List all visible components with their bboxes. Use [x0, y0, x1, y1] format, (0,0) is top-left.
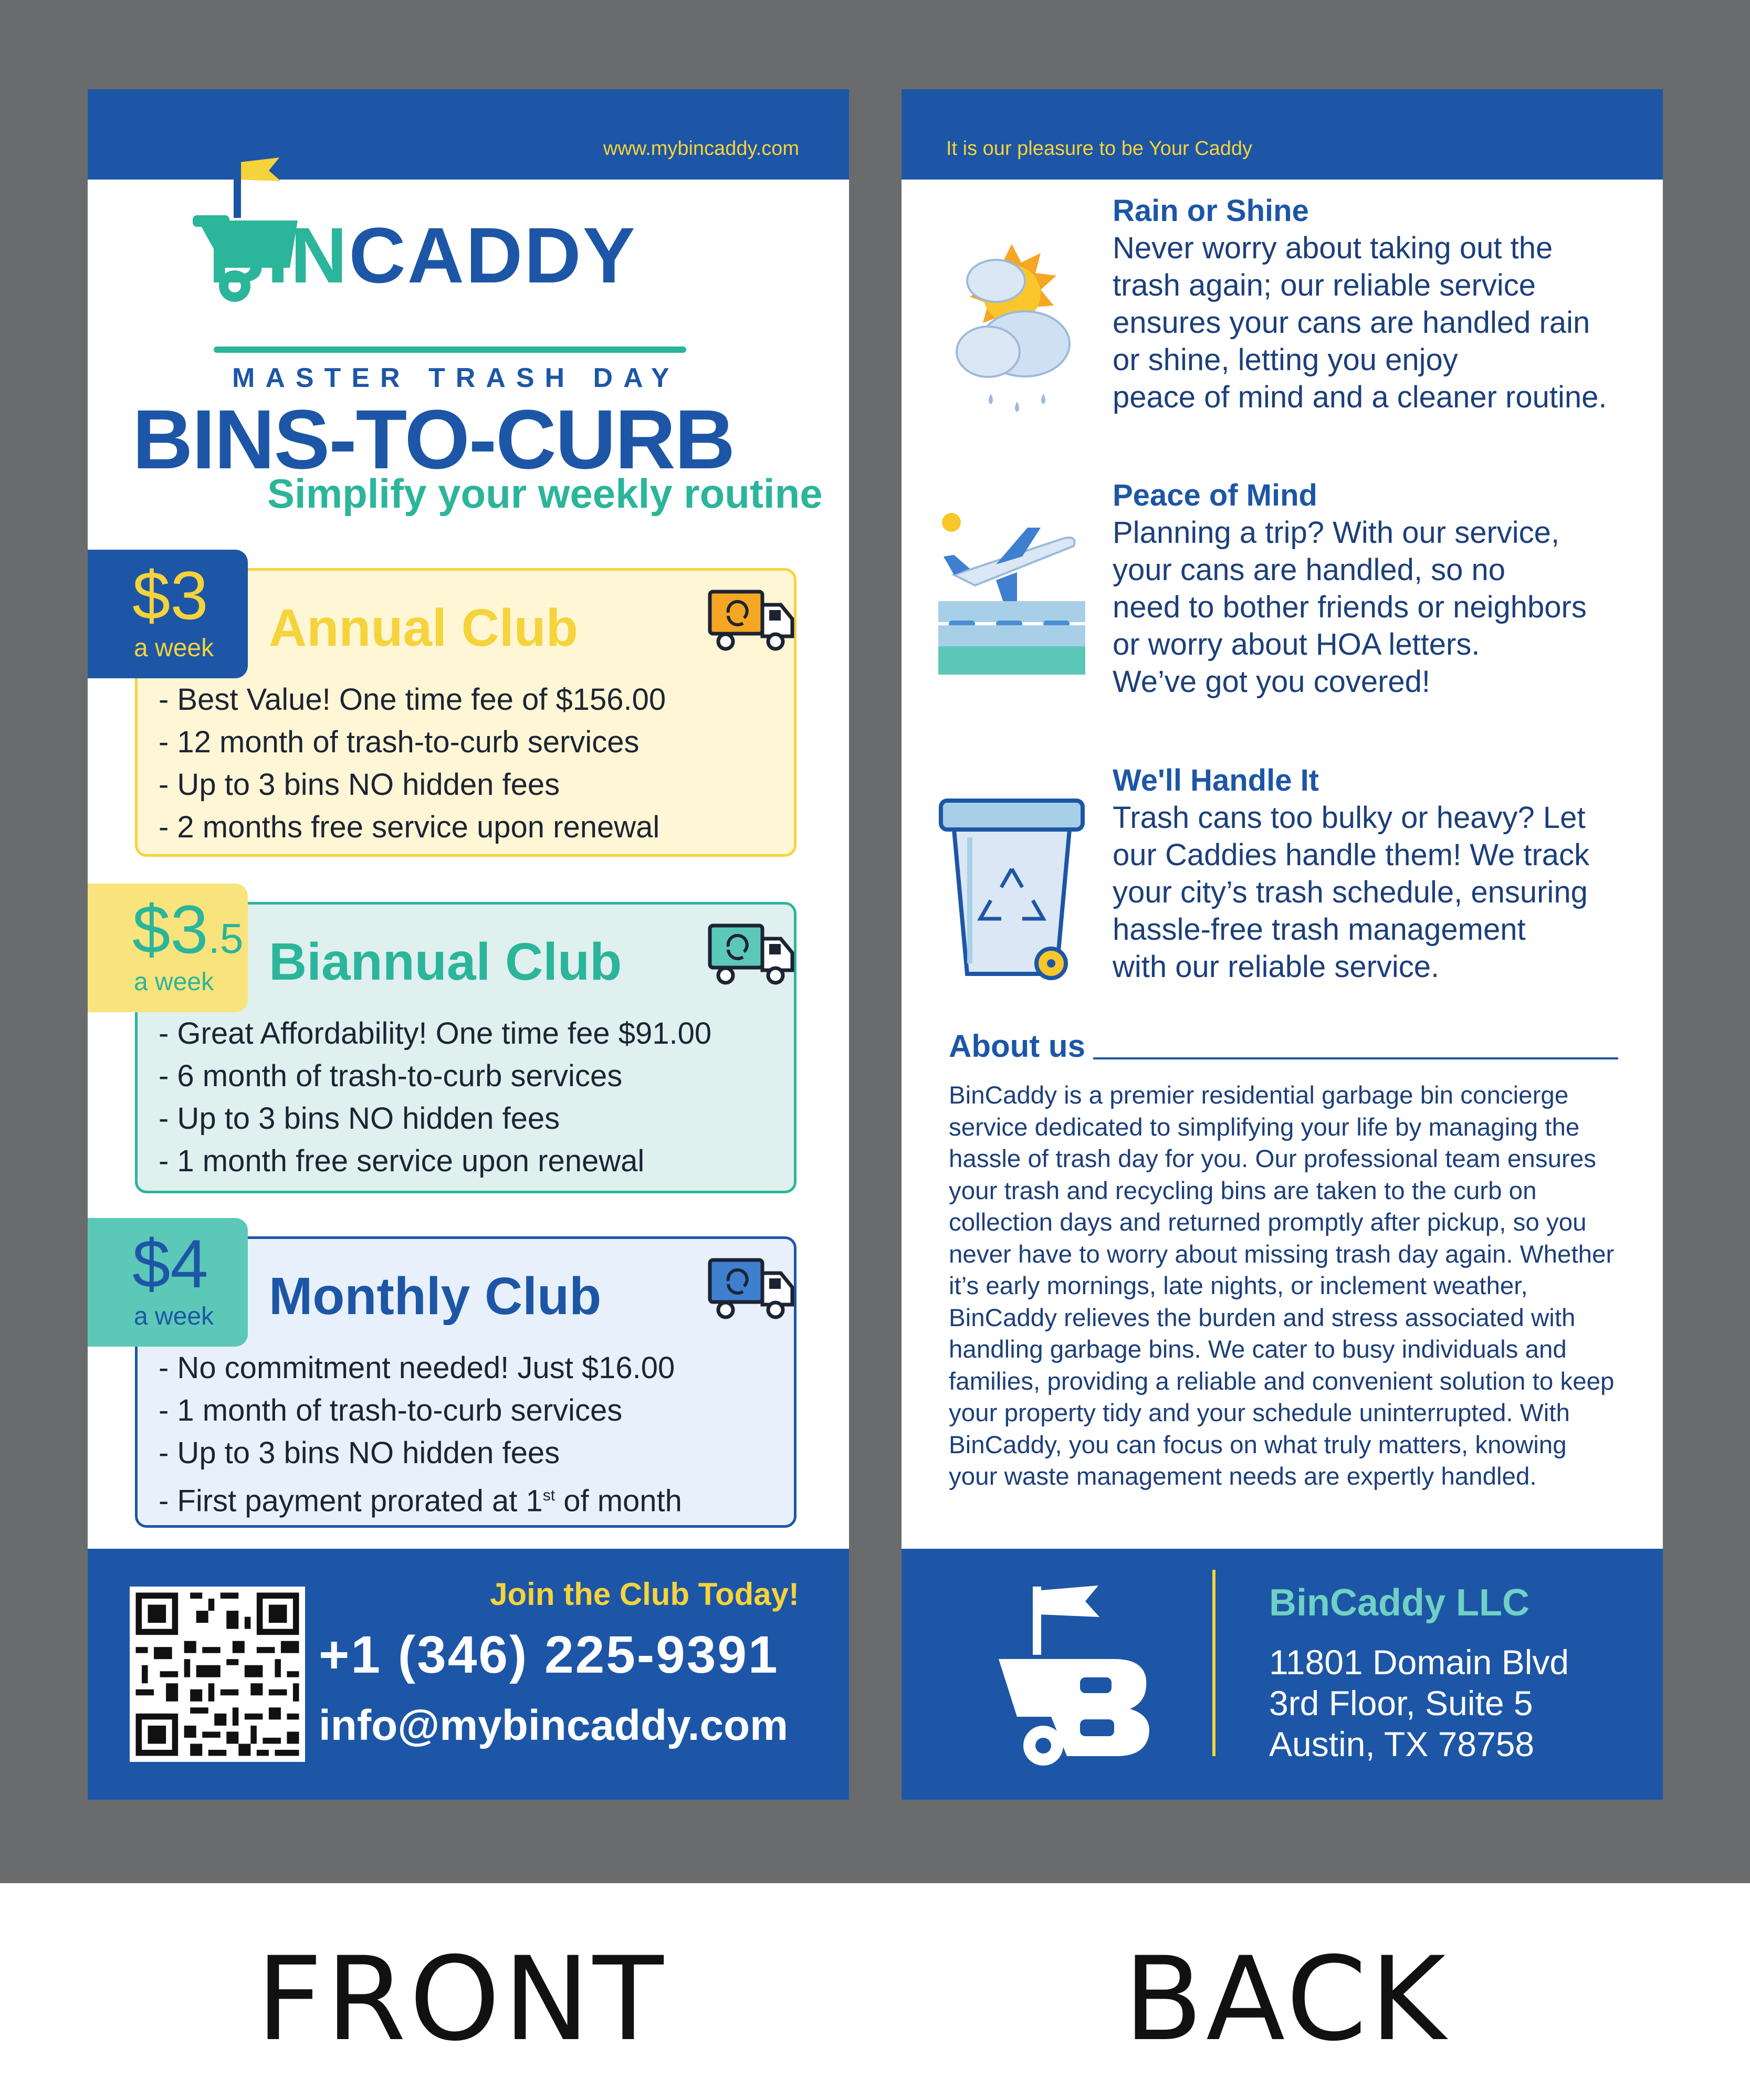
front-footer	[88, 1549, 849, 1800]
logo-word-bin: BIN	[208, 211, 349, 299]
feature-text: - First payment prorated at 1	[159, 1484, 543, 1518]
feature-title: Rain or Shine	[1113, 194, 1309, 228]
price-amount	[132, 890, 243, 969]
feature-item: - 12 month of trash-to-curb services	[159, 725, 640, 759]
price-main: 3	[170, 557, 208, 634]
back-footer	[902, 1549, 1663, 1800]
plan-title: Monthly Club	[269, 1267, 602, 1326]
about-title: About us	[949, 1028, 1085, 1064]
plan-title: Biannual Club	[269, 932, 622, 991]
company-name: BinCaddy LLC	[1269, 1582, 1529, 1624]
sun-rain-cloud-icon	[938, 220, 1085, 430]
front-label: FRONT	[256, 1932, 667, 2066]
price-period: a week	[134, 968, 214, 996]
recycle-truck-icon	[707, 586, 797, 655]
price-badge-monthly	[88, 1218, 248, 1347]
price-amount	[132, 556, 208, 635]
price-dollar: $	[132, 557, 171, 634]
address-line-1: 11801 Domain Blvd	[1269, 1643, 1569, 1682]
bincaddy-b-cart-icon	[988, 1580, 1161, 1769]
feature-item: - Up to 3 bins NO hidden fees	[159, 1101, 560, 1136]
back-label: BACK	[1124, 1932, 1449, 2066]
feature-list	[159, 678, 666, 848]
recycle-truck-icon	[707, 1255, 797, 1323]
feature-list	[159, 1347, 682, 1522]
email-address[interactable]: info@mybincaddy.com	[319, 1702, 788, 1749]
logo-word-caddy: CADDY	[349, 211, 637, 299]
feature-item: - 1 month of trash-to-curb services	[159, 1393, 623, 1427]
price-badge-annual	[88, 550, 248, 678]
price-main: 3	[170, 891, 208, 968]
front-panel	[88, 89, 849, 1800]
price-dollar: $	[132, 1225, 171, 1302]
airplane-runway-icon	[938, 507, 1085, 675]
price-main: 4	[170, 1225, 208, 1302]
price-period: a week	[134, 634, 214, 662]
price-fraction: .5	[208, 915, 244, 962]
logo-wordmark	[208, 210, 637, 301]
about-divider	[1093, 1057, 1618, 1059]
logo-underline	[214, 346, 686, 353]
back-top-bar	[902, 89, 1663, 180]
qr-code-icon[interactable]	[130, 1587, 305, 1762]
feature-list	[159, 1012, 711, 1182]
feature-item: - Best Value! One time fee of $156.00	[159, 682, 666, 717]
feature-item: - Great Affordability! One time fee $91.00	[159, 1016, 712, 1051]
feature-item: - Up to 3 bins NO hidden fees	[159, 1436, 560, 1470]
price-dollar: $	[132, 891, 171, 968]
back-panel	[902, 89, 1663, 1800]
feature-superscript: st	[542, 1487, 556, 1504]
website-url: www.mybincaddy.com	[603, 138, 799, 160]
feature-item: - No commitment needed! Just $16.00	[159, 1351, 675, 1385]
about-text: BinCaddy is a premier residential garbage bin concierge service dedicated to simplifying your life by managing the hassle of trash day for you. Our professional team ensures your trash and recycling bins are taken to the curb on collection days and returned promptly after pickup, so you never have to worry about missing trash day again. Whether it’s early mornings, late nights, or inclement weather, BinCaddy relieves the burden and stress associated with handling garbage bins. We cater to busy individuals and families, providing a reliable and convenient solution to keep your property tidy and your schedule uninterrupted. With BinCaddy, you can focus on what truly matters, knowing your waste management needs are expertly handled.	[949, 1082, 1615, 1490]
recycle-truck-icon	[707, 920, 797, 989]
back-tagline: It is our pleasure to be Your Caddy	[946, 138, 1253, 160]
address-line-3: Austin, TX 78758	[1269, 1725, 1535, 1763]
feature-item: - 1 month free service upon renewal	[159, 1144, 645, 1178]
feature-title: We'll Handle It	[1113, 763, 1319, 797]
subheadline: Simplify your weekly routine	[267, 470, 823, 517]
plan-title: Annual Club	[269, 598, 578, 657]
feature-description: Planning a trip? With our service, your cans are handled, so no need to bother friends or neighbors or worry about HOA letters. We’ve got you covered!	[1113, 516, 1587, 699]
feature-item	[159, 1474, 682, 1522]
feature-item: - 6 month of trash-to-curb services	[159, 1059, 623, 1093]
price-badge-biannual	[88, 884, 248, 1012]
feature-description: Never worry about taking out the trash again; our reliable service ensures your cans are handled rain or shine, letting you enjoy peace of mind and a cleaner routine.	[1113, 231, 1607, 414]
feature-item: - Up to 3 bins NO hidden fees	[159, 768, 560, 802]
price-period: a week	[134, 1303, 214, 1330]
feature-description: Trash cans too bulky or heavy? Let our Caddies handle them! We track your city’s trash schedule, ensuring hassle-free trash management with our reliable service.	[1113, 801, 1590, 984]
footer-divider	[1212, 1570, 1215, 1756]
headline: BINS-TO-CURB	[132, 392, 735, 486]
feature-text: of month	[555, 1484, 682, 1518]
phone-number[interactable]: +1 (346) 225-9391	[319, 1625, 779, 1684]
recycling-bin-icon	[938, 795, 1085, 990]
price-amount	[132, 1224, 208, 1303]
feature-title: Peace of Mind	[1113, 478, 1317, 512]
logo-tagline: MASTER TRASH DAY	[232, 363, 680, 393]
join-cta: Join the Club Today!	[490, 1577, 799, 1612]
address-line-2: 3rd Floor, Suite 5	[1269, 1684, 1533, 1723]
feature-item: - 2 months free service upon renewal	[159, 810, 660, 844]
